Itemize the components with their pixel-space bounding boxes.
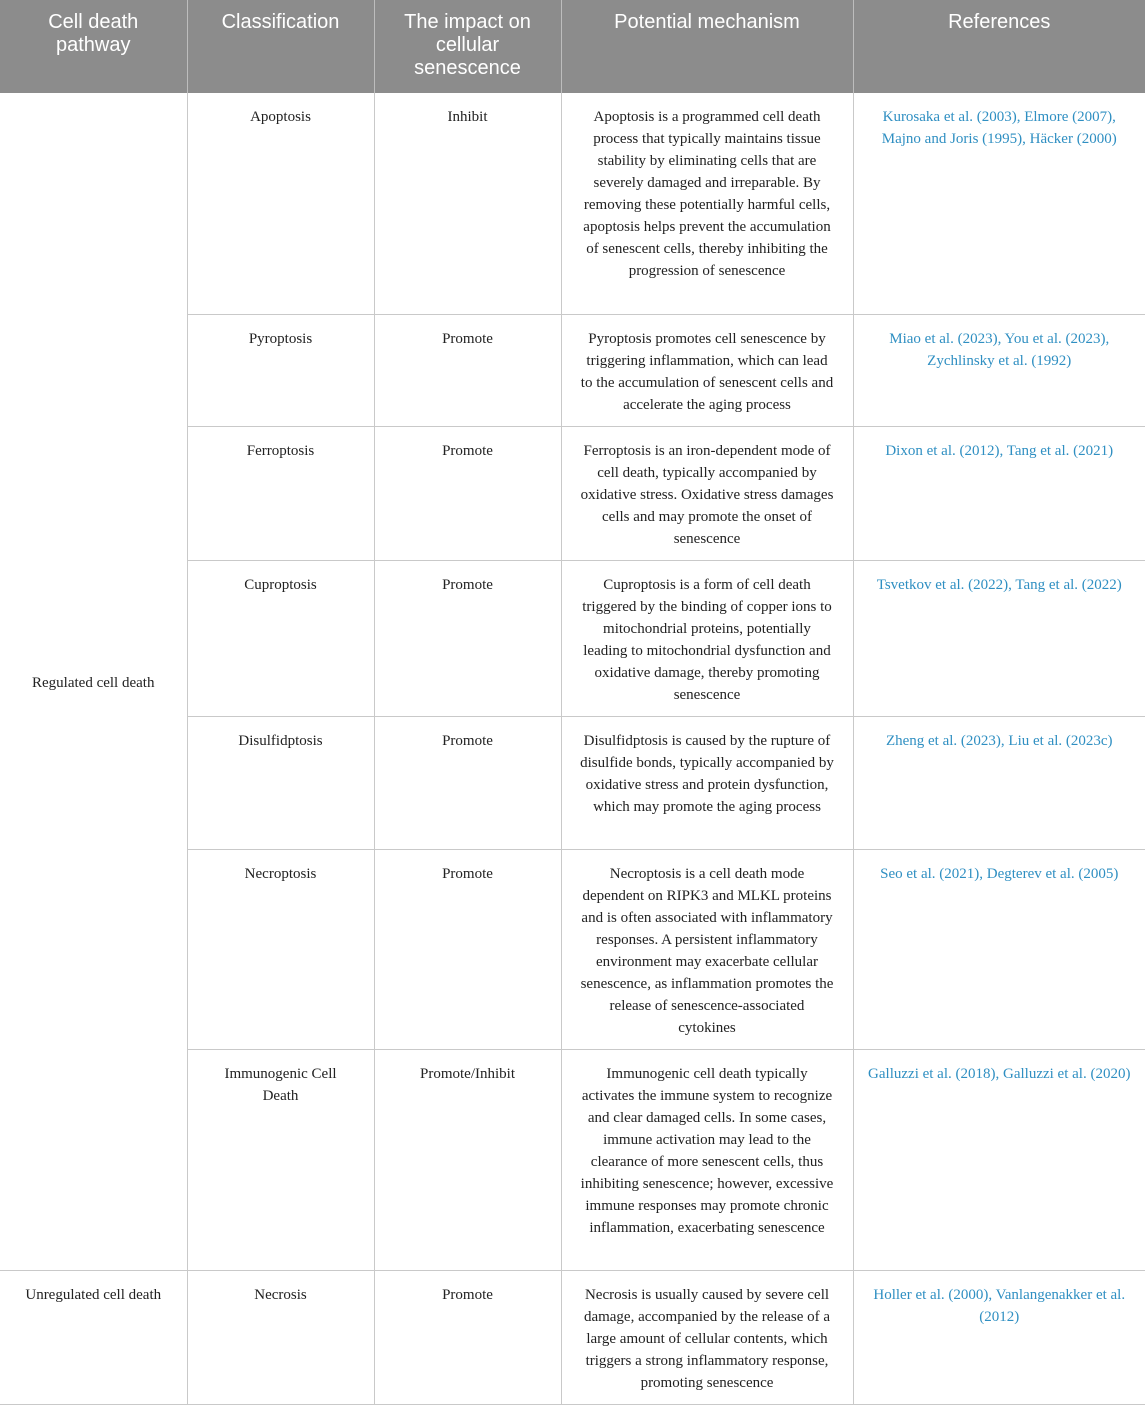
- cell-references[interactable]: Miao et al. (2023), You et al. (2023), Zychlinsky et al. (1992): [853, 314, 1145, 426]
- cell-impact: Promote: [374, 716, 561, 849]
- group-unregulated: Unregulated cell death: [0, 1270, 187, 1404]
- cell-references[interactable]: Holler et al. (2000), Vanlangenakker et al. (2012): [853, 1270, 1145, 1404]
- cell-mechanism: Cuproptosis is a form of cell death triggered by the binding of copper ions to mitochondrial proteins, potentially leading to mitochondrial dysfunction and oxidative damage, thereby promoting senescence: [561, 560, 853, 716]
- cell-impact: Promote: [374, 314, 561, 426]
- cell-impact: Promote: [374, 1270, 561, 1404]
- cell-mechanism: Pyroptosis promotes cell senescence by triggering inflammation, which can lead to the accumulation of senescent cells and accelerate the aging process: [561, 314, 853, 426]
- cell-impact: Promote/Inhibit: [374, 1049, 561, 1270]
- cell-mechanism: Ferroptosis is an iron-dependent mode of cell death, typically accompanied by oxidative stress. Oxidative stress damages cells and may promote the onset of senescence: [561, 426, 853, 560]
- cell-references[interactable]: Dixon et al. (2012), Tang et al. (2021): [853, 426, 1145, 560]
- cell-classification: Necrosis: [187, 1270, 374, 1404]
- header-references: References: [853, 0, 1145, 93]
- cell-classification: Apoptosis: [187, 93, 374, 314]
- cell-impact: Promote: [374, 426, 561, 560]
- cell-references[interactable]: Kurosaka et al. (2003), Elmore (2007), Majno and Joris (1995), Häcker (2000): [853, 93, 1145, 314]
- header-pathway: Cell death pathway: [0, 0, 187, 93]
- table-row: [0, 1270, 1145, 1404]
- cell-classification: Necroptosis: [187, 849, 374, 1049]
- header-row: [0, 0, 1145, 93]
- table-row: [0, 93, 1145, 314]
- cell-references[interactable]: Tsvetkov et al. (2022), Tang et al. (2022): [853, 560, 1145, 716]
- cell-impact: Promote: [374, 849, 561, 1049]
- cell-classification: Ferroptosis: [187, 426, 374, 560]
- cell-references[interactable]: Seo et al. (2021), Degterev et al. (2005): [853, 849, 1145, 1049]
- cell-mechanism: Necroptosis is a cell death mode dependent on RIPK3 and MLKL proteins and is often associated with inflammatory responses. A persistent inflammatory environment may exacerbate cellular senescence, as inflammation promotes the release of senescence-associated cytokines: [561, 849, 853, 1049]
- group-regulated: Regulated cell death: [0, 93, 187, 1270]
- cell-classification: Pyroptosis: [187, 314, 374, 426]
- cell-references[interactable]: Galluzzi et al. (2018), Galluzzi et al. (2020): [853, 1049, 1145, 1270]
- cell-impact: Promote: [374, 560, 561, 716]
- cell-classification: Cuproptosis: [187, 560, 374, 716]
- header-impact: The impact on cellular senescence: [374, 0, 561, 93]
- cell-classification: Immunogenic Cell Death: [187, 1049, 374, 1270]
- cell-references[interactable]: Zheng et al. (2023), Liu et al. (2023c): [853, 716, 1145, 849]
- cell-impact: Inhibit: [374, 93, 561, 314]
- cell-mechanism: Immunogenic cell death typically activates the immune system to recognize and clear damaged cells. In some cases, immune activation may lead to the clearance of more senescent cells, thus inhibiting senescence; however, excessive immune responses may promote chronic inflammation, exacerbating senescence: [561, 1049, 853, 1270]
- header-mechanism: Potential mechanism: [561, 0, 853, 93]
- cell-mechanism: Apoptosis is a programmed cell death process that typically maintains tissue stability by eliminating cells that are severely damaged and irreparable. By removing these potentially harmful cells, apoptosis helps prevent the accumulation of senescent cells, thereby inhibiting the progression of senescence: [561, 93, 853, 314]
- cell-classification: Disulfidptosis: [187, 716, 374, 849]
- header-classification: Classification: [187, 0, 374, 93]
- cell-mechanism: Disulfidptosis is caused by the rupture of disulfide bonds, typically accompanied by oxidative stress and protein dysfunction, which may promote the aging process: [561, 716, 853, 849]
- cell-mechanism: Necrosis is usually caused by severe cell damage, accompanied by the release of a large amount of cellular contents, which triggers a strong inflammatory response, promoting senescence: [561, 1270, 853, 1404]
